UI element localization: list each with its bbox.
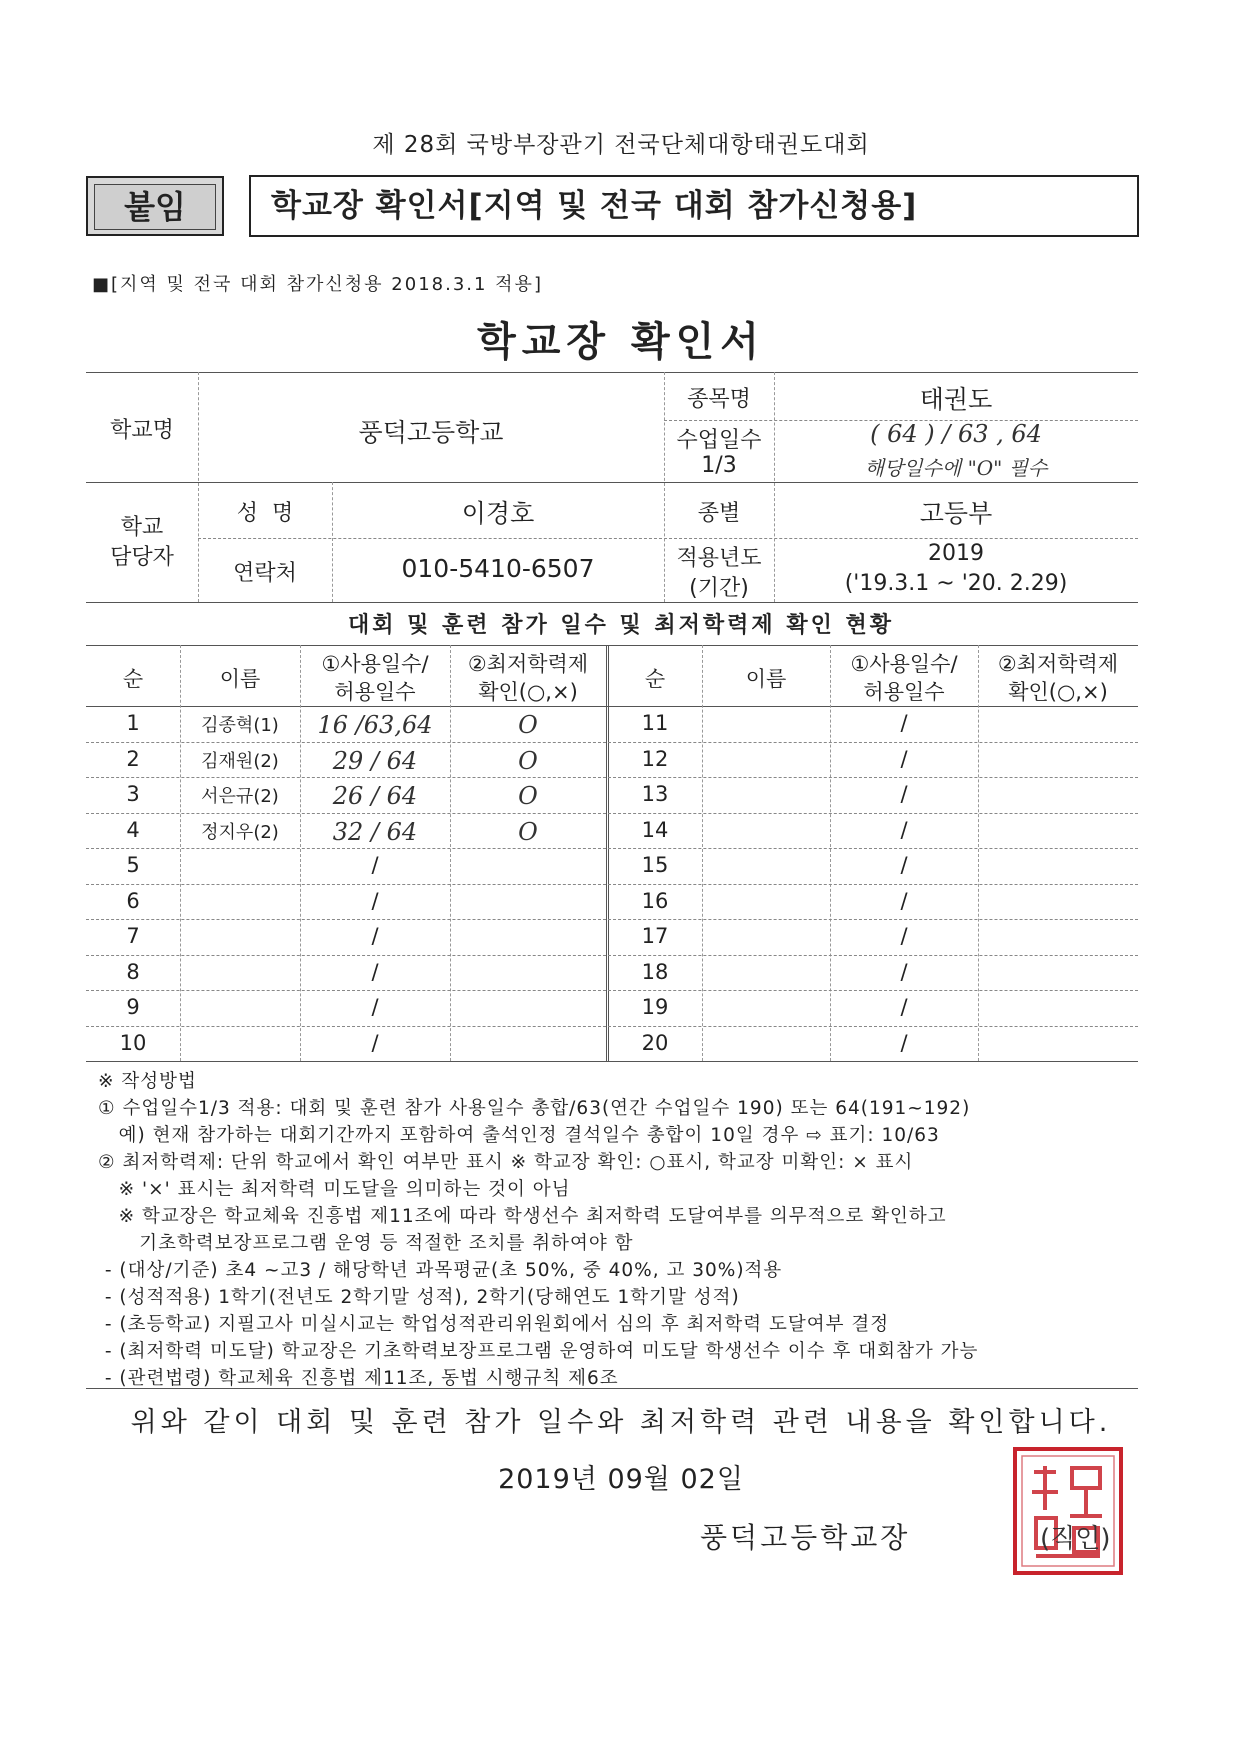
rule bbox=[86, 482, 1138, 483]
name-value: 이경호 bbox=[461, 499, 535, 528]
row-divider bbox=[86, 884, 606, 885]
manager-label: 학교 bbox=[120, 515, 164, 540]
row-divider bbox=[86, 848, 606, 849]
official-seal bbox=[1012, 1446, 1124, 1576]
rule bbox=[702, 645, 703, 1061]
header-check: ②최저학력제 bbox=[467, 652, 589, 676]
record-no: 11 bbox=[641, 711, 669, 735]
row-divider bbox=[608, 990, 1138, 991]
header-days-allowed: 허용일수 bbox=[334, 680, 416, 704]
row-divider bbox=[608, 955, 1138, 956]
records-caption: 대회 및 훈련 참가 일수 및 최저학력제 확인 현황 bbox=[347, 613, 895, 638]
days-value: ( 64 ) / 63 , 64 bbox=[870, 420, 1042, 448]
contact-value: 010-5410-6507 bbox=[401, 554, 595, 583]
method-line: ② 최저학력제: 단위 학교에서 확인 여부만 표시 ※ 학교장 확인: ○표시, 학교장 미확인: × 표시 bbox=[98, 1152, 914, 1173]
record-days: / bbox=[371, 1030, 379, 1055]
rule bbox=[198, 538, 1138, 539]
record-days: 29 / 64 bbox=[332, 746, 418, 775]
record-days: / bbox=[900, 924, 908, 948]
record-days: 26 / 64 bbox=[332, 782, 418, 810]
form-title: 학교장 확인서[지역 및 전국 대회 참가신청용] bbox=[249, 175, 1139, 237]
record-name: 정지우(2) bbox=[201, 821, 279, 843]
method-line: ※ '×' 표시는 최저학력 미도달을 의미하는 것이 아님 bbox=[98, 1179, 571, 1200]
method-line: 기초학력보장프로그램 운영 등 적절한 조치를 취하여야 함 bbox=[98, 1233, 634, 1254]
header-name: 이름 bbox=[745, 667, 787, 691]
row-divider bbox=[86, 990, 606, 991]
row-divider bbox=[86, 813, 606, 814]
year-value: 2019 bbox=[928, 541, 984, 566]
method-line: - (최저학력 미도달) 학교장은 기초학력보장프로그램 운영하여 미도달 학생선수 이수 후 대회참가 가능 bbox=[98, 1341, 979, 1362]
row-divider bbox=[86, 777, 606, 778]
header-check-mark: 확인(○,×) bbox=[1008, 680, 1108, 704]
record-no: 3 bbox=[126, 782, 140, 806]
record-days: / bbox=[900, 995, 908, 1019]
record-days: / bbox=[900, 817, 908, 842]
school-label: 학교명 bbox=[110, 418, 174, 443]
rule bbox=[450, 645, 451, 1061]
document-title: 학교장 확인서 bbox=[477, 319, 765, 365]
event-value: 태권도 bbox=[919, 385, 993, 414]
row-divider bbox=[86, 955, 606, 956]
contact-label: 연락처 bbox=[233, 561, 297, 586]
record-days: 16 /63,64 bbox=[317, 711, 433, 739]
row-divider bbox=[608, 919, 1138, 920]
method-line: - (초등학교) 지필고사 미실시교는 학업성적관리위원회에서 심의 후 최저학력 도달여부 결정 bbox=[98, 1314, 890, 1335]
rule bbox=[86, 372, 1138, 373]
record-days: / bbox=[371, 959, 379, 984]
header-check-mark: 확인(○,×) bbox=[478, 680, 578, 704]
record-days: / bbox=[900, 711, 908, 735]
header-days: ①사용일수/ bbox=[850, 652, 958, 676]
header-check: ②최저학력제 bbox=[997, 652, 1119, 676]
record-check: O bbox=[518, 711, 538, 739]
record-days: / bbox=[900, 746, 908, 771]
method-line: - (성적적용) 1학기(전년도 2학기말 성적), 2학기(당해연도 1학기말 성적) bbox=[98, 1287, 740, 1308]
record-check: O bbox=[518, 746, 538, 775]
row-divider bbox=[608, 848, 1138, 849]
name-label: 성 명 bbox=[236, 501, 294, 526]
method-line: - (대상/기준) 초4 ~고3 / 해당학년 과목평균(초 50%, 중 40%, 고 30%)적용 bbox=[98, 1260, 783, 1281]
rule bbox=[86, 1061, 1138, 1062]
confirmation-statement: 위와 같이 대회 및 훈련 참가 일수와 최저학력 관련 내용을 확인합니다. bbox=[130, 1407, 1112, 1438]
row-divider bbox=[86, 742, 606, 743]
apply-note: ■[지역 및 전국 대회 참가신청용 2018.3.1 적용] bbox=[92, 274, 543, 295]
record-days: / bbox=[900, 853, 908, 877]
record-no: 8 bbox=[126, 959, 140, 984]
header-name: 이름 bbox=[219, 667, 261, 691]
class-value: 고등부 bbox=[919, 499, 993, 528]
document-date: 2019년 09월 02일 bbox=[498, 1464, 744, 1495]
method-line: 예) 현재 참가하는 대회기간까지 포함하여 출석인정 결석일수 총합이 10일 경우 ⇨ 표기: 10/63 bbox=[98, 1125, 940, 1146]
attach-label: 붙임 bbox=[94, 184, 216, 230]
row-divider bbox=[608, 777, 1138, 778]
year-label-2: (기간) bbox=[689, 576, 749, 601]
year-label: 적용년도 bbox=[676, 546, 762, 571]
record-no: 20 bbox=[641, 1030, 669, 1055]
rule bbox=[86, 706, 1138, 707]
row-divider bbox=[608, 884, 1138, 885]
attach-badge bbox=[86, 176, 224, 236]
row-divider bbox=[608, 813, 1138, 814]
school-value: 풍덕고등학교 bbox=[358, 418, 504, 447]
writing-method bbox=[98, 1068, 1148, 1392]
record-no: 16 bbox=[641, 888, 669, 913]
row-divider bbox=[86, 919, 606, 920]
days-hint: 해당일수에 "O" 필수 bbox=[864, 456, 1048, 480]
method-line: ※ 학교장은 학교체육 진흥법 제11조에 따라 학생선수 최저학력 도달여부를 의무적으로 확인하고 bbox=[98, 1206, 947, 1227]
header-no: 순 bbox=[122, 667, 144, 691]
days-fraction-label: 1/3 bbox=[701, 453, 737, 478]
record-no: 10 bbox=[119, 1030, 147, 1055]
record-days: / bbox=[900, 782, 908, 806]
record-days: / bbox=[371, 924, 379, 948]
year-period: ('19.3.1 ~ '20. 2.29) bbox=[844, 571, 1068, 596]
rule bbox=[86, 602, 1138, 603]
record-name: 서은규(2) bbox=[201, 786, 279, 807]
manager-label-2: 담당자 bbox=[110, 545, 174, 570]
record-check: O bbox=[518, 817, 538, 846]
method-line: ① 수업일수1/3 적용: 대회 및 훈련 참가 사용일수 총합/63(연간 수업일수 190) 또는 64(191~192) bbox=[98, 1098, 971, 1119]
record-days: / bbox=[371, 888, 379, 913]
record-no: 12 bbox=[641, 746, 669, 771]
method-heading: ※ 작성방법 bbox=[98, 1071, 197, 1092]
event-title: 제 28회 국방부장관기 전국단체대항태권도대회 bbox=[372, 132, 870, 158]
record-no: 14 bbox=[641, 817, 669, 842]
record-no: 6 bbox=[126, 888, 140, 913]
record-no: 15 bbox=[641, 853, 669, 877]
record-days: / bbox=[900, 959, 908, 984]
days-label: 수업일수 bbox=[676, 428, 762, 453]
record-no: 17 bbox=[641, 924, 669, 948]
record-no: 19 bbox=[641, 995, 669, 1019]
record-no: 9 bbox=[126, 995, 140, 1019]
record-check: O bbox=[518, 782, 538, 810]
rule bbox=[180, 645, 181, 1061]
row-divider bbox=[86, 1026, 606, 1027]
record-name: 김종혁(1) bbox=[201, 715, 279, 736]
record-days: / bbox=[371, 853, 379, 877]
row-divider bbox=[608, 1026, 1138, 1027]
record-days: 32 / 64 bbox=[332, 817, 418, 846]
record-days: / bbox=[900, 888, 908, 913]
record-no: 13 bbox=[641, 782, 669, 806]
record-no: 1 bbox=[126, 711, 140, 735]
record-days: / bbox=[371, 995, 379, 1019]
rule bbox=[86, 1388, 1138, 1389]
rule bbox=[86, 645, 1138, 646]
record-no: 4 bbox=[126, 817, 140, 842]
class-label: 종별 bbox=[697, 501, 741, 526]
method-line: - (관련법령) 학교체육 진흥법 제11조, 동법 시행규칙 제6조 bbox=[98, 1368, 619, 1389]
row-divider bbox=[608, 742, 1138, 743]
record-no: 2 bbox=[126, 746, 140, 771]
rule bbox=[978, 645, 979, 1061]
record-name: 김재원(2) bbox=[201, 750, 279, 772]
record-no: 7 bbox=[126, 924, 140, 948]
record-days: / bbox=[900, 1030, 908, 1055]
header-no: 순 bbox=[644, 667, 666, 691]
header-days-allowed: 허용일수 bbox=[863, 680, 945, 704]
record-no: 5 bbox=[126, 853, 140, 877]
record-no: 18 bbox=[641, 959, 669, 984]
seal-mark: (직인) bbox=[1040, 1524, 1111, 1554]
principal-name: 풍덕고등학교장 bbox=[700, 1521, 911, 1554]
header-days: ①사용일수/ bbox=[321, 652, 429, 676]
event-label: 종목명 bbox=[687, 387, 751, 412]
